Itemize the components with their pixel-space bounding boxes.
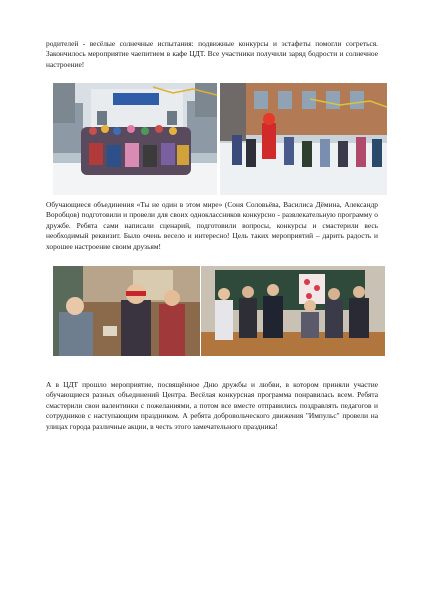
photo-kids-snow-games [220, 83, 387, 195]
paragraph-valentines-day: А в ЦДТ прошло мероприятие, посвящённое Дню дружбы и любви, в котором приняли участие обучающиеся разных объединений Центра. Весёлая конкурсная программа понравилась всем. Ребята смастерили свои валентинки с пожеланиями, а потом все вместе отправились поздравлять педагогов и сотрудников с наступающим праздником. А ребята добровольческого движения "Импульс" провели на улицах города различные акции, в честь этого замечательного праздника! [46, 380, 378, 431]
photo-blindfold-game [53, 266, 200, 356]
photo-group-winter-building [53, 83, 217, 195]
paragraph-outdoor-event: родителей - весёлые солнечные испытания: подвижные конкурсы и эстафеты помогли согреться. Закончилось мероприятие чаепитием в кафе ЦДТ. Все участники получили заряд бодрости и солнечное настроение! [46, 39, 378, 69]
photo-classroom-valentines [201, 266, 385, 356]
paragraph-friendship-program: Обучающиеся объединения «Ты не один в этом мире» (Соня Соловьёва, Василиса Дёмина, Александр Воробцов) подготовили и провели для своих одноклассников конкурсно - развлекательную программу о дружбе. Ребята сами написали сценарий, подготовили вопросы, конкурсы и смастерили весь необходимый реквизит. Было очень весело и интересно! Цель таких мероприятий – дарить радость и хорошее настроение своим друзьям! [46, 200, 378, 251]
